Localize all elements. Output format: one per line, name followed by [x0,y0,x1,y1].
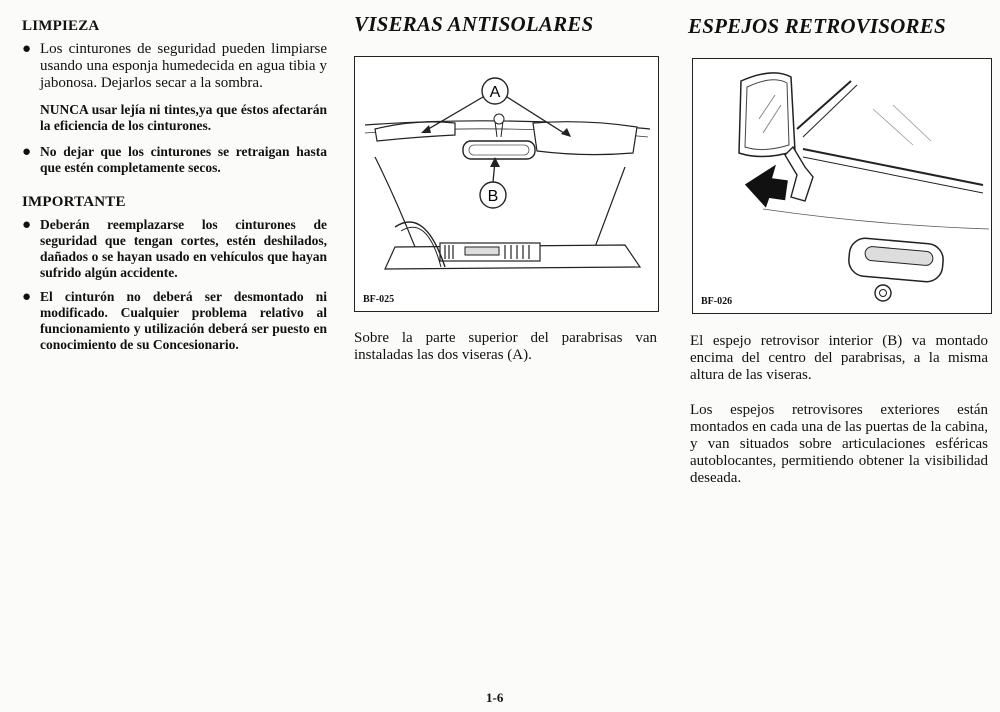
limpieza-list [22,41,327,92]
list-item [22,41,327,92]
limpieza-list-2 [22,144,327,176]
importante-item-1: Deberán reemplazarse los cinturones de seguridad que tengan cortes, estén deshilados, dañados o se hayan usado en vehículos que hayan sufrido algún accidente. [40,217,327,280]
list-item [22,289,327,353]
bullet-icon: ● [22,41,32,57]
figure-code: BF-026 [701,296,733,307]
page-number: 1-6 [486,690,504,705]
espejos-text-2: Los espejos retrovisores exteriores están montados en cada una de las puertas de la cabina, y van situados sobre articulaciones esféricas autoblocantes, permitiendo obtener la visibilidad deseada. [690,402,988,486]
espejos-text-1: El espejo retrovisor interior (B) va montado encima del centro del parabrisas, a la misma altura de las viseras. [690,333,988,383]
figure-viseras [354,56,659,312]
importante-list [22,217,327,353]
left-column [22,0,327,359]
label-a: A [489,84,501,101]
limpieza-item-2: No dejar que los cinturones se retraigan hasta que estén completamente secos. [40,144,327,175]
label-b: B [487,188,499,205]
bullet-icon: ● [22,217,32,233]
limpieza-item-1: Los cinturones de seguridad pueden limpiarse usando una esponja humedecida en agua tibia y jabonosa. Dejarlos secar a la sombra. [40,41,327,91]
limpieza-note: NUNCA usar lejía ni tintes,ya que éstos afectarán la eficiencia de los cinturones. [40,102,327,133]
right-column [688,0,993,39]
door-mirror-illustration [693,59,991,313]
middle-column [354,0,659,37]
list-item [22,217,327,281]
list-item [22,144,327,176]
bullet-icon: ● [22,144,32,160]
espejos-title: ESPEJOS RETROVISORES [688,14,946,38]
limpieza-heading: LIMPIEZA [22,18,100,34]
viseras-title: VISERAS ANTISOLARES [354,12,594,36]
windshield-illustration [355,57,658,311]
bullet-icon: ● [22,289,32,305]
viseras-text: Sobre la parte superior del parabrisas van instaladas las dos viseras (A). [354,330,657,363]
importante-item-2: El cinturón no deberá ser desmontado ni modificado. Cualquier problema relativo al funcionamiento y utilización deberá ser puesto en conocimiento de su Concesionario. [40,289,327,352]
figure-code: BF-025 [363,294,395,305]
figure-espejos [692,58,992,314]
importante-heading: IMPORTANTE [22,194,126,210]
